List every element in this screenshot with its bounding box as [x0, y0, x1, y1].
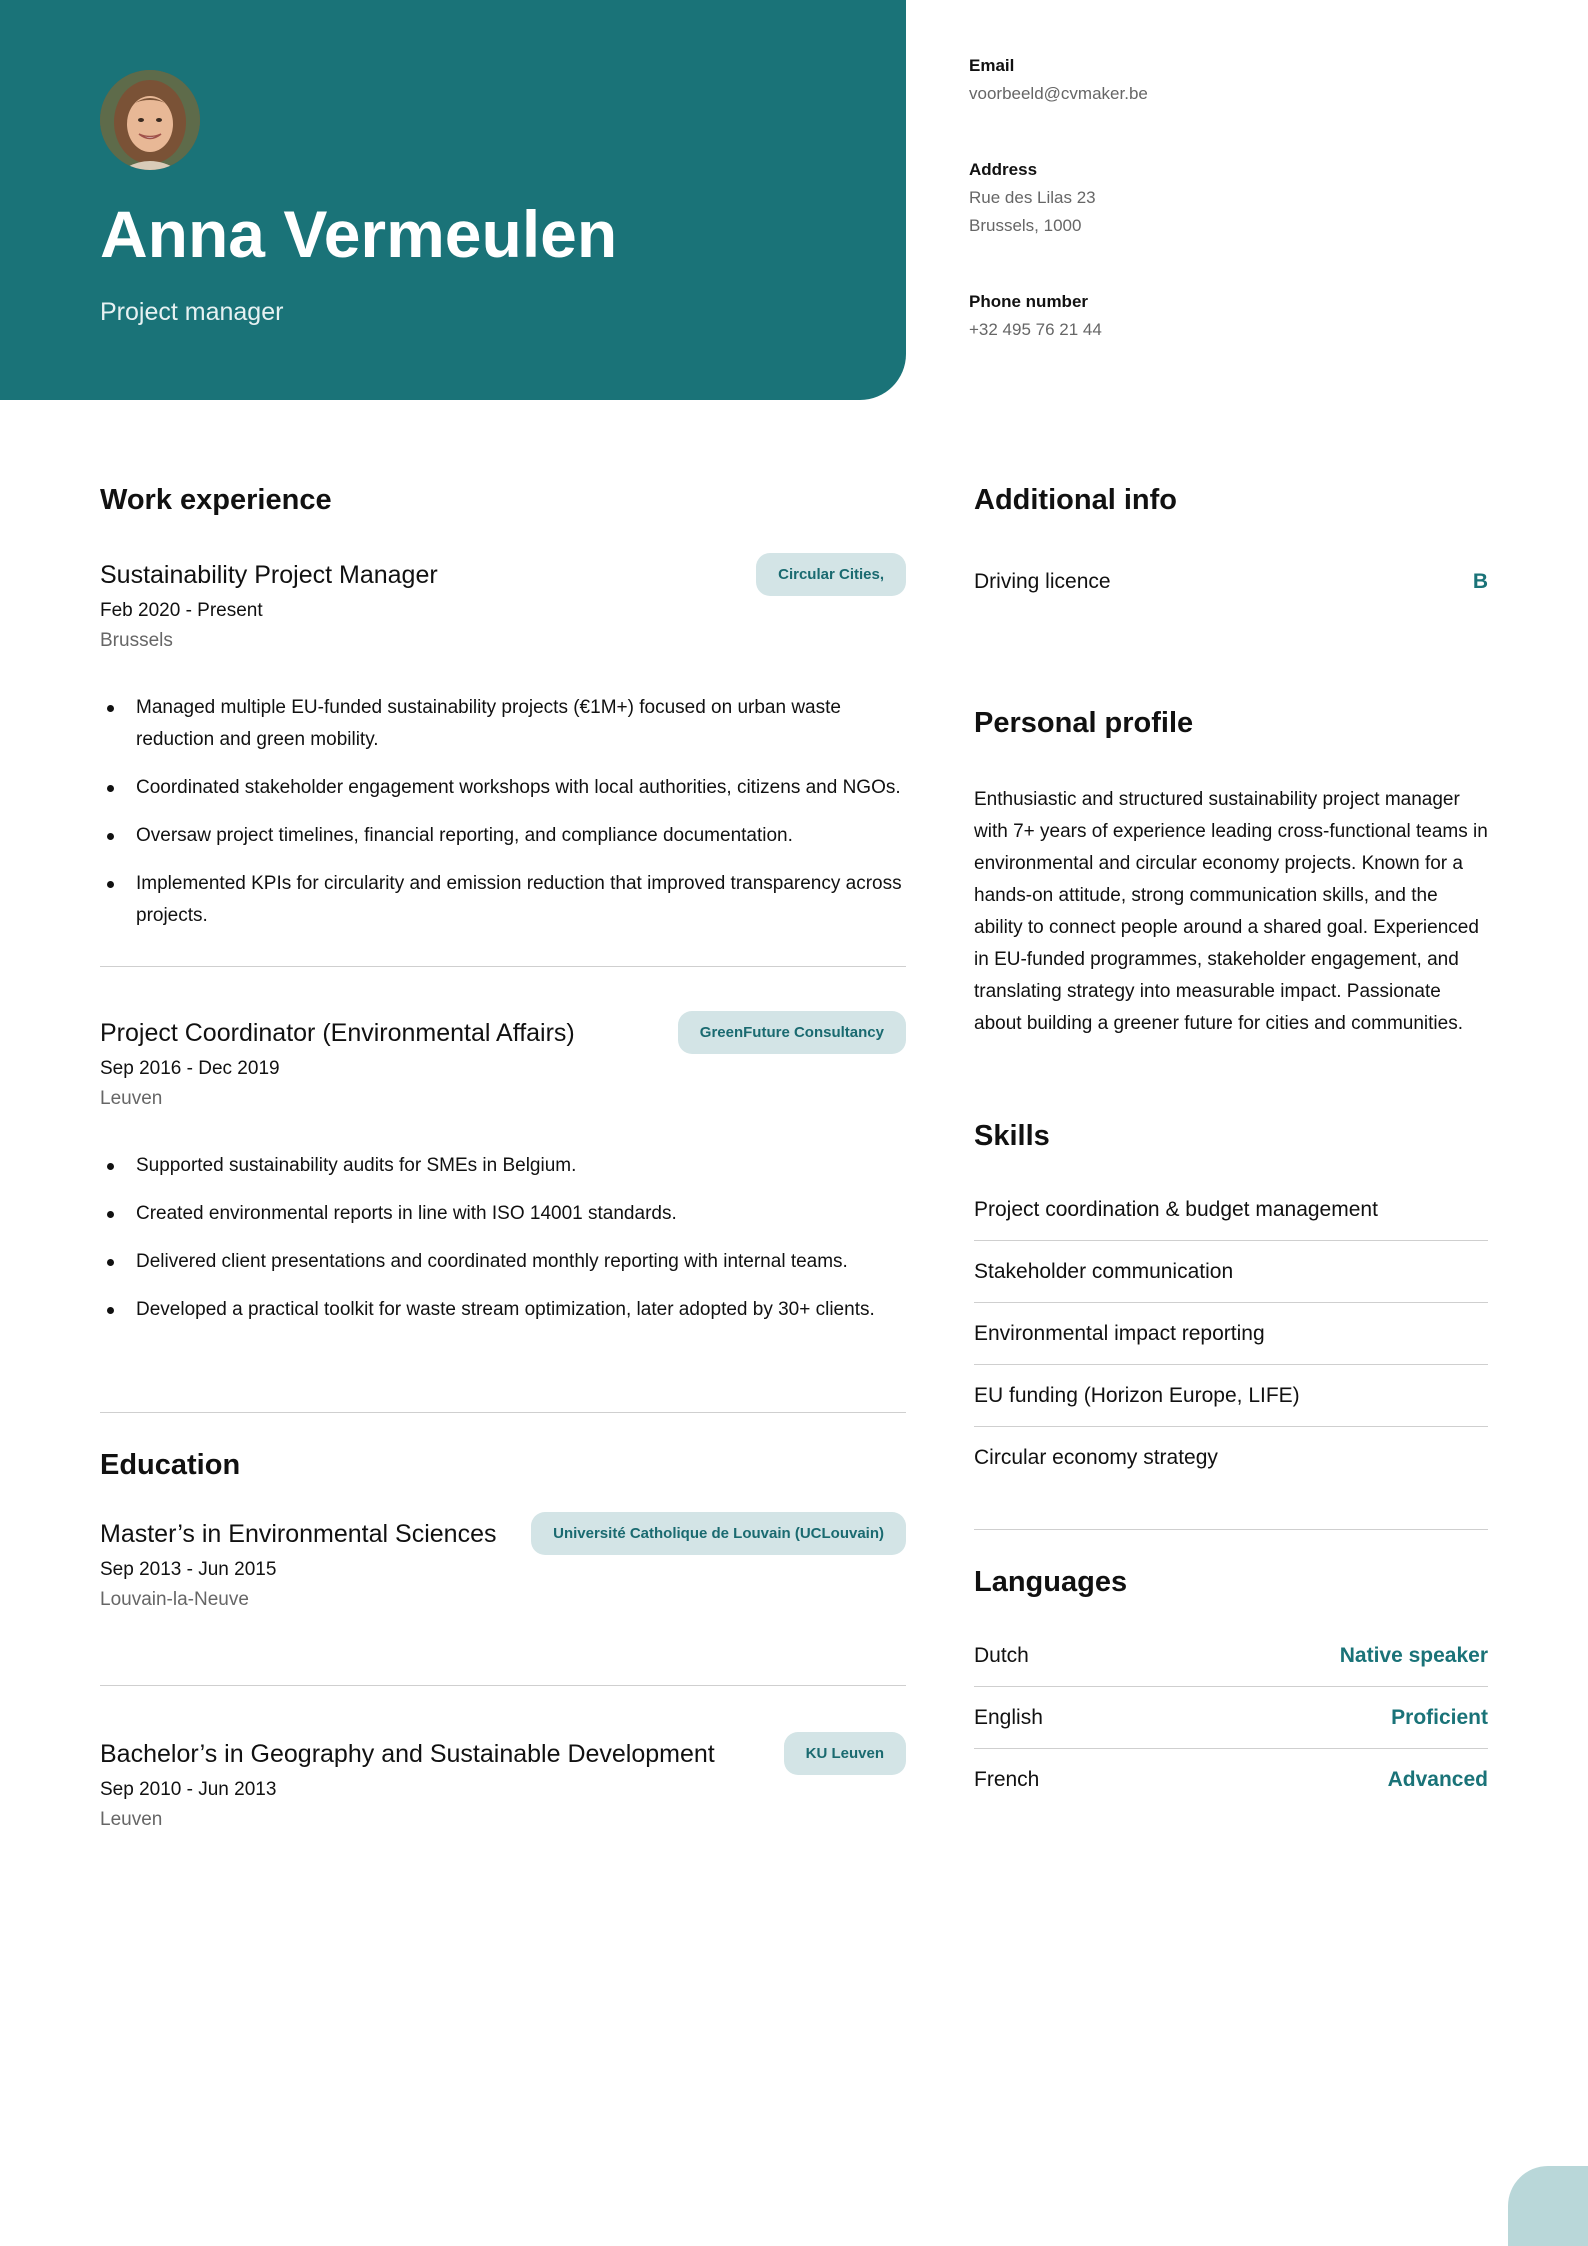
- education-entry: [100, 1732, 906, 1831]
- contact-phone-label: Phone number: [969, 292, 1089, 311]
- education-title: Education: [100, 1449, 241, 1481]
- language-row: [974, 1687, 1488, 1749]
- skill-item: Circular economy strategy: [974, 1446, 1218, 1469]
- language-level: Native speaker: [1339, 1643, 1488, 1667]
- education-dates: Sep 2010 - Jun 2013: [100, 1779, 277, 1800]
- personal-profile-title: Personal profile: [974, 707, 1194, 739]
- language-level: Proficient: [1391, 1705, 1488, 1729]
- additional-info-value: B: [1472, 570, 1488, 593]
- job-bullets: [100, 692, 906, 932]
- education-place: Leuven: [100, 1809, 163, 1830]
- personal-profile-text: Enthusiastic and structured sustainability project manager with 7+ years of experience leading cross-functional teams in environmental and circular economy projects. Known for a hands-on attitude, strong communication skills, and the ability to connect people around a shared goal. Experienced in EU-funded programmes, stakeholder engagement, and translating strategy into measurable impact. Passionate about building a greener future for cities and communities.: [974, 789, 1488, 1034]
- language-name: Dutch: [974, 1643, 1029, 1667]
- avatar-photo-icon: [100, 70, 200, 170]
- skill-item: EU funding (Horizon Europe, LIFE): [974, 1365, 1488, 1427]
- additional-info-title: Additional info: [974, 484, 1177, 516]
- divider: [974, 1529, 1488, 1530]
- job-bullet: Delivered client presentations and coordinated monthly reporting with internal teams.: [100, 1246, 906, 1278]
- job-bullet: Implemented KPIs for circularity and emission reduction that improved transparency across projects.: [100, 868, 906, 932]
- skill-item: Project coordination & budget management: [974, 1179, 1488, 1241]
- language-row: [974, 1625, 1488, 1687]
- job-place: Leuven: [100, 1088, 163, 1109]
- job-bullet: Managed multiple EU-funded sustainability projects (€1M+) focused on urban waste reduction and green mobility.: [100, 692, 906, 756]
- candidate-role: Project manager: [100, 298, 284, 326]
- company-badge: GreenFuture Consultancy: [678, 1011, 906, 1054]
- left-column: [100, 484, 906, 1831]
- contact-phone: [969, 292, 1102, 344]
- additional-info-key: Driving licence: [974, 570, 1111, 593]
- additional-info-row: [974, 551, 1488, 613]
- language-name: French: [974, 1768, 1040, 1791]
- job-bullets: [100, 1150, 906, 1326]
- job-bullet: Coordinated stakeholder engagement workshops with local authorities, citizens and NGOs.: [100, 772, 906, 804]
- languages-title: Languages: [974, 1566, 1128, 1598]
- skill-item: Environmental impact reporting: [974, 1303, 1488, 1365]
- school-badge: KU Leuven: [784, 1732, 906, 1775]
- language-name: English: [974, 1705, 1043, 1729]
- education-entry: [100, 1512, 906, 1611]
- right-column: [974, 484, 1488, 1811]
- education-dates: Sep 2013 - Jun 2015: [100, 1559, 277, 1580]
- language-row: [974, 1749, 1488, 1811]
- school-badge: Université Catholique de Louvain (UCLouvain): [531, 1512, 906, 1555]
- job-bullet: Developed a practical toolkit for waste stream optimization, later adopted by 30+ clients.: [100, 1294, 906, 1326]
- job-entry: [100, 1011, 906, 1326]
- contact-address-line1: Rue des Lilas 23: [969, 188, 1096, 207]
- skill-item: Stakeholder communication: [974, 1241, 1488, 1303]
- contact-address-label: Address: [969, 160, 1038, 179]
- job-dates: Sep 2016 - Dec 2019: [100, 1058, 280, 1079]
- contact-address: [969, 160, 1096, 240]
- divider: [100, 966, 906, 967]
- work-experience-title: Work experience: [100, 484, 332, 516]
- language-level: Advanced: [1387, 1768, 1488, 1791]
- job-title: Sustainability Project Manager: [100, 561, 438, 589]
- contact-address-line2: Brussels, 1000: [969, 216, 1082, 235]
- corner-decoration: [1508, 2166, 1588, 2246]
- education-place: Louvain-la-Neuve: [100, 1589, 249, 1610]
- skills-title: Skills: [974, 1120, 1050, 1152]
- job-bullet: Created environmental reports in line with ISO 14001 standards.: [100, 1198, 906, 1230]
- header-panel: [0, 0, 906, 400]
- divider: [100, 1412, 906, 1413]
- degree-title: Bachelor’s in Geography and Sustainable Development: [100, 1740, 715, 1768]
- divider: [100, 1685, 906, 1686]
- job-bullet: Oversaw project timelines, financial reporting, and compliance documentation.: [100, 820, 906, 852]
- contact-phone-value: +32 495 76 21 44: [969, 320, 1102, 339]
- job-title: Project Coordinator (Environmental Affairs): [100, 1019, 575, 1047]
- job-entry: [100, 553, 906, 932]
- candidate-name: Anna Vermeulen: [100, 197, 618, 271]
- contact-email-value: voorbeeld@cvmaker.be: [969, 84, 1148, 103]
- job-place: Brussels: [100, 630, 173, 651]
- degree-title: Master’s in Environmental Sciences: [100, 1520, 497, 1548]
- languages-list: [974, 1625, 1488, 1811]
- contact-email: [969, 56, 1148, 108]
- contact-email-label: Email: [969, 56, 1015, 75]
- avatar: [100, 70, 200, 170]
- company-badge: Circular Cities,: [756, 553, 906, 596]
- job-dates: Feb 2020 - Present: [100, 600, 263, 621]
- skills-list: [974, 1179, 1488, 1489]
- job-bullet: Supported sustainability audits for SMEs in Belgium.: [100, 1150, 906, 1182]
